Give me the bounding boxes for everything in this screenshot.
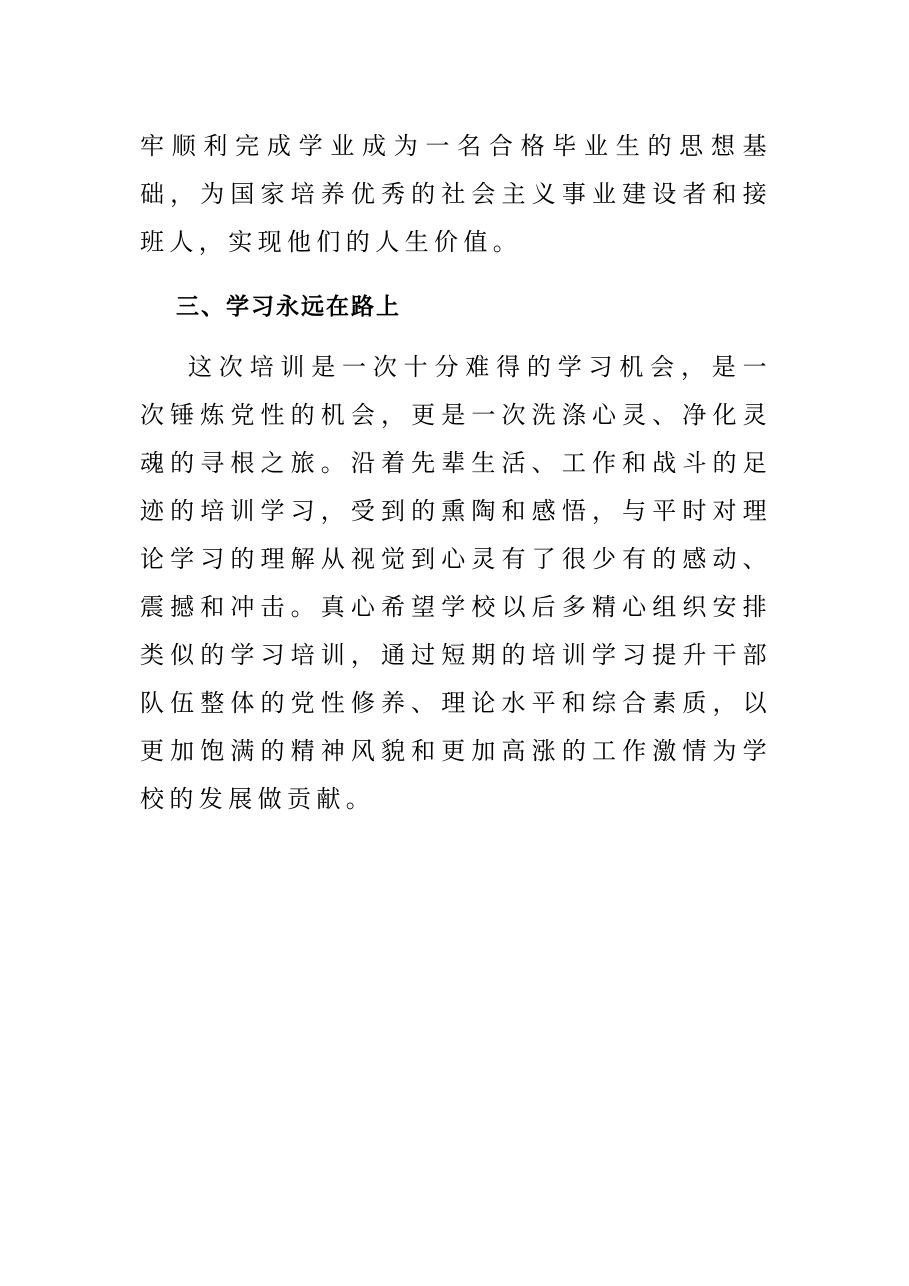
continued-paragraph: 牢顺利完成学业成为一名合格毕业生的思想基础，为国家培养优秀的社会主义事业建设者和接班人，实现他们的人生价值。 [140, 132, 772, 256]
section-heading: 三、学习永远在路上 [176, 294, 401, 320]
document-page [140, 122, 772, 823]
body-paragraph: 这次培训是一次十分难得的学习机会，是一次锤炼党性的机会，更是一次洗涤心灵、净化灵魂的寻根之旅。沿着先辈生活、工作和战斗的足迹的培训学习，受到的熏陶和感悟，与平时对理论学习的理解从视觉到心灵有了很少有的感动、震撼和冲击。真心希望学校以后多精心组织安排类似的学习培训，通过短期的培训学习提升干部队伍整体的党性修养、理论水平和综合素质，以更加饱满的精神风貌和更加高涨的工作激情为学校的发展做贡献。 [140, 353, 772, 813]
